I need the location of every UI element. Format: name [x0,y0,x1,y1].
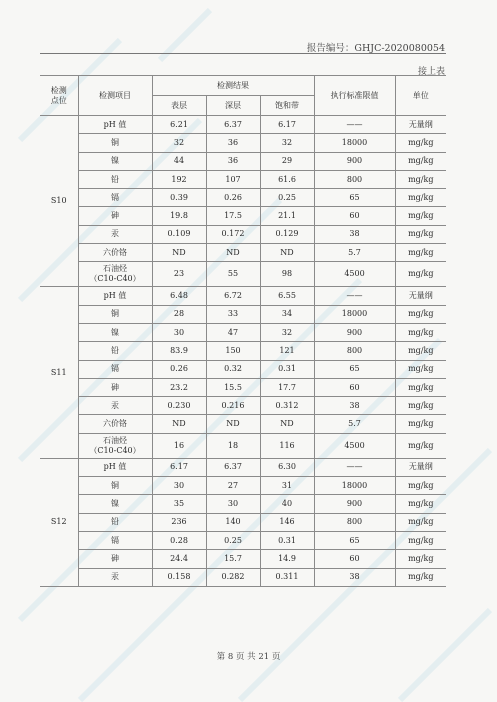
item-cell: 铅 [78,170,152,188]
table-row [40,458,446,476]
saturated-cell: 61.6 [260,170,314,188]
deep-cell: ND [206,244,260,262]
surface-cell: 35 [152,495,206,513]
deep-cell: 33 [206,305,260,323]
deep-cell: 15.7 [206,550,260,568]
saturated-cell: 146 [260,513,314,531]
item-cell: pH 值 [78,458,152,476]
site-cell: S10 [40,116,78,287]
table-row [40,495,446,513]
deep-cell: 6.72 [206,287,260,305]
table-row [40,513,446,531]
table-body [40,116,446,587]
continued-label: 接上表 [417,67,445,77]
surface-cell: 23.2 [152,378,206,396]
unit-cell: mg/kg [395,550,446,568]
limit-cell: 5.7 [314,415,395,433]
table-row [40,189,446,207]
table-row [40,360,446,378]
table-row [40,262,446,287]
table-row [40,477,446,495]
deep-cell: 55 [206,262,260,287]
table-row [40,415,446,433]
surface-cell: 19.8 [152,207,206,225]
surface-cell: 192 [152,170,206,188]
limit-cell: 18000 [314,305,395,323]
saturated-cell: 32 [260,323,314,341]
item-cell: 汞 [78,225,152,243]
header-item: 检测项目 [78,76,152,116]
table-row [40,170,446,188]
limit-cell: 65 [314,360,395,378]
table-row [40,433,446,458]
deep-cell: 18 [206,433,260,458]
unit-cell: mg/kg [395,360,446,378]
header-surface: 表层 [152,96,206,116]
unit-cell: mg/kg [395,305,446,323]
site-cell: S12 [40,458,78,586]
saturated-cell: 40 [260,495,314,513]
deep-cell: 150 [206,342,260,360]
unit-cell: mg/kg [395,323,446,341]
limit-cell: 800 [314,513,395,531]
saturated-cell: 121 [260,342,314,360]
limit-cell: —— [314,287,395,305]
table-row [40,134,446,152]
deep-cell: ND [206,415,260,433]
saturated-cell: 6.55 [260,287,314,305]
table-row [40,207,446,225]
item-cell: 砷 [78,550,152,568]
unit-cell: mg/kg [395,207,446,225]
item-cell: 镍 [78,323,152,341]
unit-cell: mg/kg [395,531,446,549]
saturated-cell: 31 [260,477,314,495]
unit-cell: mg/kg [395,415,446,433]
deep-cell: 0.282 [206,568,260,586]
limit-cell: 5.7 [314,244,395,262]
limit-cell: 800 [314,342,395,360]
surface-cell: 30 [152,477,206,495]
table-row [40,397,446,415]
surface-cell: 16 [152,433,206,458]
item-cell: 石油烃 （C10-C40） [78,433,152,458]
saturated-cell: 0.25 [260,189,314,207]
unit-cell: 无量纲 [395,458,446,476]
item-cell: 镉 [78,531,152,549]
header-divider [40,53,446,54]
item-cell: 铜 [78,477,152,495]
unit-cell: mg/kg [395,262,446,287]
surface-cell: 0.26 [152,360,206,378]
table-row [40,323,446,341]
unit-cell: 无量纲 [395,287,446,305]
deep-cell: 36 [206,152,260,170]
surface-cell: ND [152,415,206,433]
limit-cell: 18000 [314,477,395,495]
surface-cell: 23 [152,262,206,287]
results-table [40,75,446,587]
unit-cell: mg/kg [395,495,446,513]
item-cell: 铜 [78,134,152,152]
item-cell: 砷 [78,378,152,396]
header-unit: 单位 [395,76,446,116]
surface-cell: 0.39 [152,189,206,207]
limit-cell: —— [314,458,395,476]
item-cell: pH 值 [78,287,152,305]
saturated-cell: ND [260,244,314,262]
limit-cell: 38 [314,397,395,415]
surface-cell: 6.48 [152,287,206,305]
limit-cell: 60 [314,378,395,396]
table-row [40,342,446,360]
unit-cell: mg/kg [395,378,446,396]
item-cell: 六价铬 [78,415,152,433]
saturated-cell: 32 [260,134,314,152]
unit-cell: mg/kg [395,189,446,207]
deep-cell: 15.5 [206,378,260,396]
unit-cell: mg/kg [395,342,446,360]
table-row [40,378,446,396]
limit-cell: 60 [314,207,395,225]
saturated-cell: 6.17 [260,116,314,134]
unit-cell: mg/kg [395,225,446,243]
header-deep: 深层 [206,96,260,116]
unit-cell: mg/kg [395,397,446,415]
table-row [40,244,446,262]
page-footer: 第 8 页 共 21 页 [216,652,281,662]
item-cell: 铅 [78,513,152,531]
item-cell: 砷 [78,207,152,225]
deep-cell: 27 [206,477,260,495]
item-cell: 铅 [78,342,152,360]
limit-cell: 38 [314,225,395,243]
item-cell: 石油烃 （C10-C40） [78,262,152,287]
limit-cell: 4500 [314,433,395,458]
saturated-cell: 17.7 [260,378,314,396]
item-cell: pH 值 [78,116,152,134]
limit-cell: —— [314,116,395,134]
deep-cell: 107 [206,170,260,188]
deep-cell: 140 [206,513,260,531]
saturated-cell: 29 [260,152,314,170]
table-row [40,305,446,323]
surface-cell: 0.28 [152,531,206,549]
item-cell: 镍 [78,495,152,513]
saturated-cell: 21.1 [260,207,314,225]
limit-cell: 900 [314,323,395,341]
deep-cell: 0.25 [206,531,260,549]
surface-cell: 30 [152,323,206,341]
limit-cell: 65 [314,531,395,549]
saturated-cell: ND [260,415,314,433]
limit-cell: 18000 [314,134,395,152]
header-site: 检测 点位 [40,76,78,116]
item-cell: 镍 [78,152,152,170]
saturated-cell: 0.31 [260,531,314,549]
deep-cell: 6.37 [206,116,260,134]
item-cell: 镉 [78,360,152,378]
unit-cell: mg/kg [395,152,446,170]
header-saturated: 饱和带 [260,96,314,116]
saturated-cell: 116 [260,433,314,458]
surface-cell: 83.9 [152,342,206,360]
unit-cell: mg/kg [395,477,446,495]
deep-cell: 30 [206,495,260,513]
deep-cell: 0.216 [206,397,260,415]
deep-cell: 17.5 [206,207,260,225]
surface-cell: 0.109 [152,225,206,243]
table-row [40,531,446,549]
limit-cell: 800 [314,170,395,188]
deep-cell: 6.37 [206,458,260,476]
surface-cell: 0.230 [152,397,206,415]
saturated-cell: 0.31 [260,360,314,378]
deep-cell: 0.32 [206,360,260,378]
item-cell: 汞 [78,568,152,586]
header-limit: 执行标准限值 [314,76,395,116]
site-cell: S11 [40,287,78,458]
surface-cell: 44 [152,152,206,170]
deep-cell: 0.26 [206,189,260,207]
limit-cell: 900 [314,495,395,513]
unit-cell: mg/kg [395,244,446,262]
table-row [40,568,446,586]
table-row [40,287,446,305]
deep-cell: 36 [206,134,260,152]
saturated-cell: 0.311 [260,568,314,586]
saturated-cell: 0.312 [260,397,314,415]
item-cell: 汞 [78,397,152,415]
surface-cell: 0.158 [152,568,206,586]
surface-cell: ND [152,244,206,262]
saturated-cell: 98 [260,262,314,287]
item-cell: 镉 [78,189,152,207]
deep-cell: 47 [206,323,260,341]
surface-cell: 6.17 [152,458,206,476]
limit-cell: 60 [314,550,395,568]
table-row [40,116,446,134]
surface-cell: 32 [152,134,206,152]
table-row [40,550,446,568]
unit-cell: mg/kg [395,134,446,152]
saturated-cell: 34 [260,305,314,323]
header-results: 检测结果 [152,76,314,96]
saturated-cell: 0.129 [260,225,314,243]
limit-cell: 65 [314,189,395,207]
item-cell: 铜 [78,305,152,323]
limit-cell: 4500 [314,262,395,287]
surface-cell: 28 [152,305,206,323]
unit-cell: mg/kg [395,170,446,188]
saturated-cell: 6.30 [260,458,314,476]
report-number: 报告编号：GHJC-2020080054 [306,43,445,54]
deep-cell: 0.172 [206,225,260,243]
unit-cell: mg/kg [395,568,446,586]
surface-cell: 236 [152,513,206,531]
unit-cell: 无量纲 [395,116,446,134]
surface-cell: 24.4 [152,550,206,568]
item-cell: 六价铬 [78,244,152,262]
unit-cell: mg/kg [395,513,446,531]
limit-cell: 38 [314,568,395,586]
unit-cell: mg/kg [395,433,446,458]
surface-cell: 6.21 [152,116,206,134]
saturated-cell: 14.9 [260,550,314,568]
limit-cell: 900 [314,152,395,170]
table-row [40,152,446,170]
table-row [40,225,446,243]
